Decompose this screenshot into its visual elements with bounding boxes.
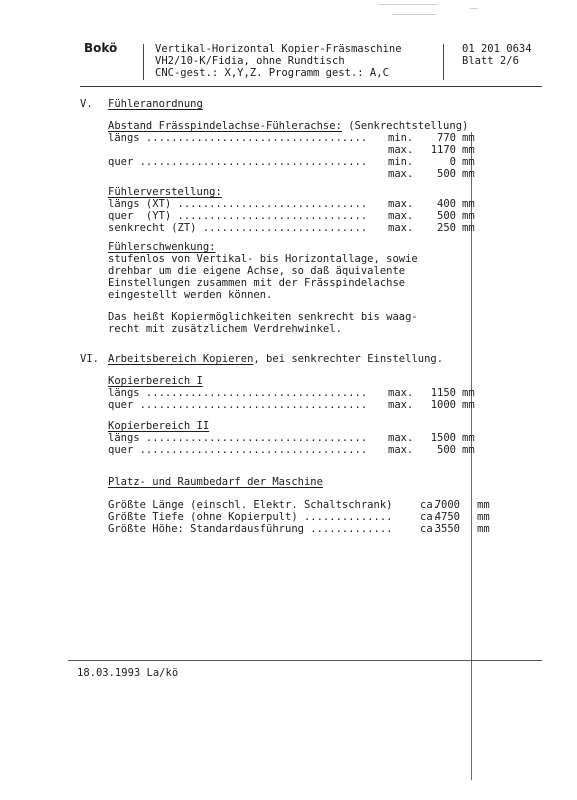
spec-qualifier: max. xyxy=(388,432,414,444)
footer-rule xyxy=(68,660,542,661)
section-title-suffix: , bei senkrechter Einstellung. xyxy=(253,353,444,365)
spec-label: Größte Höhe: Standardausführung ............. xyxy=(108,523,393,535)
spec-qualifier: max. xyxy=(388,399,414,411)
subsection-heading-kopierbereich-2: Kopierbereich II xyxy=(108,420,210,432)
paragraph-line: recht mit zusätzlichem Verdrehwinkel. xyxy=(108,323,342,335)
spec-unit: mm xyxy=(462,168,475,180)
spec-unit: mm xyxy=(462,432,475,444)
spec-label: quer .................................... xyxy=(108,444,368,456)
spec-unit: mm xyxy=(477,499,490,511)
spec-label: quer .................................... xyxy=(108,399,368,411)
spec-label: Größte Länge (einschl. Elektr. Schaltschrank) xyxy=(108,499,393,511)
spec-label: Größte Tiefe (ohne Kopierpult) .............. xyxy=(108,511,393,523)
spec-value: 3550 xyxy=(434,523,460,535)
subsection-heading-abstand xyxy=(108,120,468,132)
spec-unit: mm xyxy=(462,198,475,210)
spec-value: 500 xyxy=(437,168,456,180)
scan-speck xyxy=(378,4,438,5)
spec-label: quer .................................... xyxy=(108,156,368,168)
spec-value: 0 xyxy=(449,156,456,168)
section-numeral: V. xyxy=(80,98,93,110)
header-title-line-2: VH2/10-K/Fidia, ohne Rundtisch xyxy=(155,55,345,67)
spec-value: 1000 xyxy=(430,399,456,411)
header-divider-left xyxy=(143,44,144,80)
spec-unit: mm xyxy=(462,156,475,168)
spec-unit: mm xyxy=(477,511,490,523)
spec-qualifier: max. xyxy=(388,198,414,210)
sheet-number: Blatt 2/6 xyxy=(462,55,519,67)
company-name: Bokö xyxy=(84,41,118,55)
spec-value: 400 xyxy=(437,198,456,210)
paragraph-line: eingestellt werden können. xyxy=(108,289,273,301)
spec-unit: mm xyxy=(477,523,490,535)
spec-value: 1150 xyxy=(430,387,456,399)
spec-label: quer (YT) .............................. xyxy=(108,210,368,222)
section-heading-line xyxy=(108,353,443,365)
spec-label: längs ................................... xyxy=(108,432,368,444)
spec-unit: mm xyxy=(462,399,475,411)
subsection-heading-kopierbereich-1: Kopierbereich I xyxy=(108,375,203,387)
header-title-line-1: Vertikal-Horizontal Kopier-Fräsmaschine xyxy=(155,43,402,55)
spec-value: 770 xyxy=(437,132,456,144)
section-title: Fühleranordnung xyxy=(108,98,203,110)
paragraph-line: drehbar um die eigene Achse, so daß äquivalente xyxy=(108,265,406,277)
footer-date: 18.03.1993 La/kö xyxy=(77,667,179,679)
spec-value: 4750 xyxy=(434,511,460,523)
spec-unit: mm xyxy=(462,444,475,456)
scan-speck xyxy=(392,14,436,15)
subsection-heading-verstellung: Fühlerverstellung: xyxy=(108,186,222,198)
subsection-heading-schwenkung: Fühlerschwenkung: xyxy=(108,241,216,253)
header-divider-right xyxy=(443,44,444,80)
spec-qualifier: max. xyxy=(388,222,414,234)
spec-value: 500 xyxy=(437,444,456,456)
spec-unit: mm xyxy=(462,210,475,222)
subsection-heading-platzbedarf: Platz- und Raumbedarf der Maschine xyxy=(108,476,323,488)
spec-unit: mm xyxy=(462,222,475,234)
spec-label: längs (XT) .............................. xyxy=(108,198,368,210)
document-number: 01 201 0634 xyxy=(462,43,532,55)
header-rule xyxy=(80,86,542,87)
spec-label: senkrecht (ZT) .......................... xyxy=(108,222,368,234)
spec-label: längs ................................... xyxy=(108,132,368,144)
section-title: Arbeitsbereich Kopieren xyxy=(108,353,254,365)
spec-value: 1170 xyxy=(430,144,456,156)
spec-value: 7000 xyxy=(434,499,460,511)
spec-qualifier: max. xyxy=(388,444,414,456)
spec-qualifier: min. xyxy=(388,132,414,144)
spec-qualifier: max. xyxy=(388,168,414,180)
abstand-heading: Abstand Frässpindelachse-Fühlerachse: xyxy=(108,120,342,132)
abstand-note: (Senkrechtstellung) xyxy=(341,120,469,132)
spec-qualifier: min. xyxy=(388,156,414,168)
spec-qualifier: ca. xyxy=(420,499,439,511)
spec-label: längs ................................... xyxy=(108,387,368,399)
header-title-line-3: CNC-gest.: X,Y,Z. Programm gest.: A,C xyxy=(155,67,389,79)
spec-qualifier: max. xyxy=(388,387,414,399)
spec-value: 250 xyxy=(437,222,456,234)
spec-qualifier: ca. xyxy=(420,523,439,535)
spec-value: 1500 xyxy=(430,432,456,444)
spec-qualifier: max. xyxy=(388,210,414,222)
spec-unit: mm xyxy=(462,144,475,156)
scan-speck xyxy=(470,8,478,9)
section-numeral: VI. xyxy=(80,353,99,365)
paragraph-line: Einstellungen zusammen mit der Frässpindelachse xyxy=(108,277,406,289)
spec-qualifier: ca. xyxy=(420,511,439,523)
spec-value: 500 xyxy=(437,210,456,222)
spec-qualifier: max. xyxy=(388,144,414,156)
spec-unit: mm xyxy=(462,132,475,144)
spec-unit: mm xyxy=(462,387,475,399)
paragraph-line: Das heißt Kopiermöglichkeiten senkrecht bis waag- xyxy=(108,311,418,323)
paragraph-line: stufenlos von Vertikal- bis Horizontallage, sowie xyxy=(108,253,418,265)
